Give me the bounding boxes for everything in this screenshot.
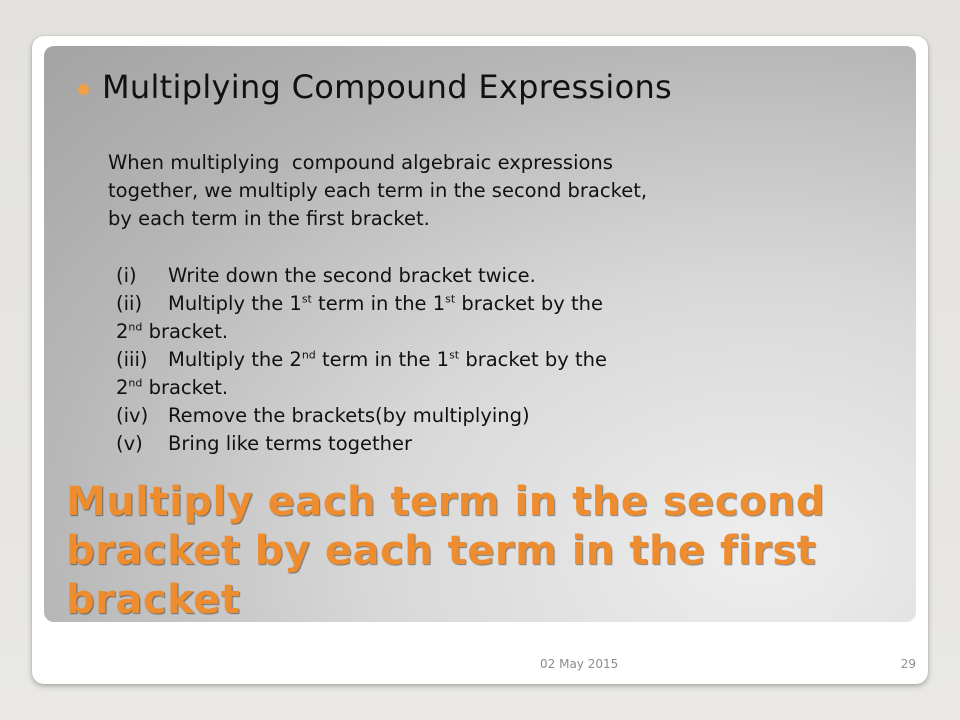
step-text: 2 <box>116 320 129 343</box>
step-text: bracket. <box>142 376 229 399</box>
step-text: term in the 1 <box>315 348 450 371</box>
slide-title: Multiply each term in the second bracket by each term in the first bracket <box>66 479 825 623</box>
step-text: bracket by the <box>459 348 607 371</box>
intro-line: together, we multiply each term in the second bracket, <box>108 179 648 202</box>
step-number: (iii) <box>116 348 148 371</box>
step-text: term in the 1 <box>311 292 446 315</box>
ordinal-suffix: nd <box>128 376 143 390</box>
ordinal-suffix: nd <box>128 320 143 334</box>
intro-line: When multiplying compound algebraic expressions <box>108 151 613 174</box>
step-continuation <box>116 318 836 346</box>
step-number: (iv) <box>116 404 149 427</box>
footer-date: 02 May 2015 <box>540 657 619 671</box>
step-item <box>116 262 836 290</box>
intro-line: by each term in the first bracket. <box>108 207 430 230</box>
slide-number: 29 <box>900 657 916 671</box>
step-continuation <box>116 374 836 402</box>
step-text: Remove the brackets(by multiplying) <box>168 404 530 427</box>
step-item <box>116 402 836 430</box>
slide-heading: Multiplying Compound Expressions <box>102 68 673 106</box>
step-text: Bring like terms together <box>168 432 413 455</box>
step-item <box>116 430 836 458</box>
step-item <box>116 290 836 318</box>
intro-paragraph <box>108 149 808 233</box>
step-number: (ii) <box>116 292 143 315</box>
ordinal-suffix: st <box>445 292 456 306</box>
step-text: Multiply the 2 <box>168 348 302 371</box>
steps-list <box>116 262 836 458</box>
step-text: 2 <box>116 376 129 399</box>
ordinal-suffix: st <box>449 348 460 362</box>
step-number: (v) <box>116 432 143 455</box>
ordinal-suffix: nd <box>301 348 316 362</box>
step-number: (i) <box>116 264 137 287</box>
step-text: Write down the second bracket twice. <box>168 264 536 287</box>
step-item <box>116 346 836 374</box>
ordinal-suffix: st <box>301 292 312 306</box>
step-text: bracket by the <box>455 292 604 315</box>
step-text: bracket. <box>142 320 229 343</box>
bullet-icon <box>78 84 89 95</box>
step-text: Multiply the 1 <box>168 292 302 315</box>
